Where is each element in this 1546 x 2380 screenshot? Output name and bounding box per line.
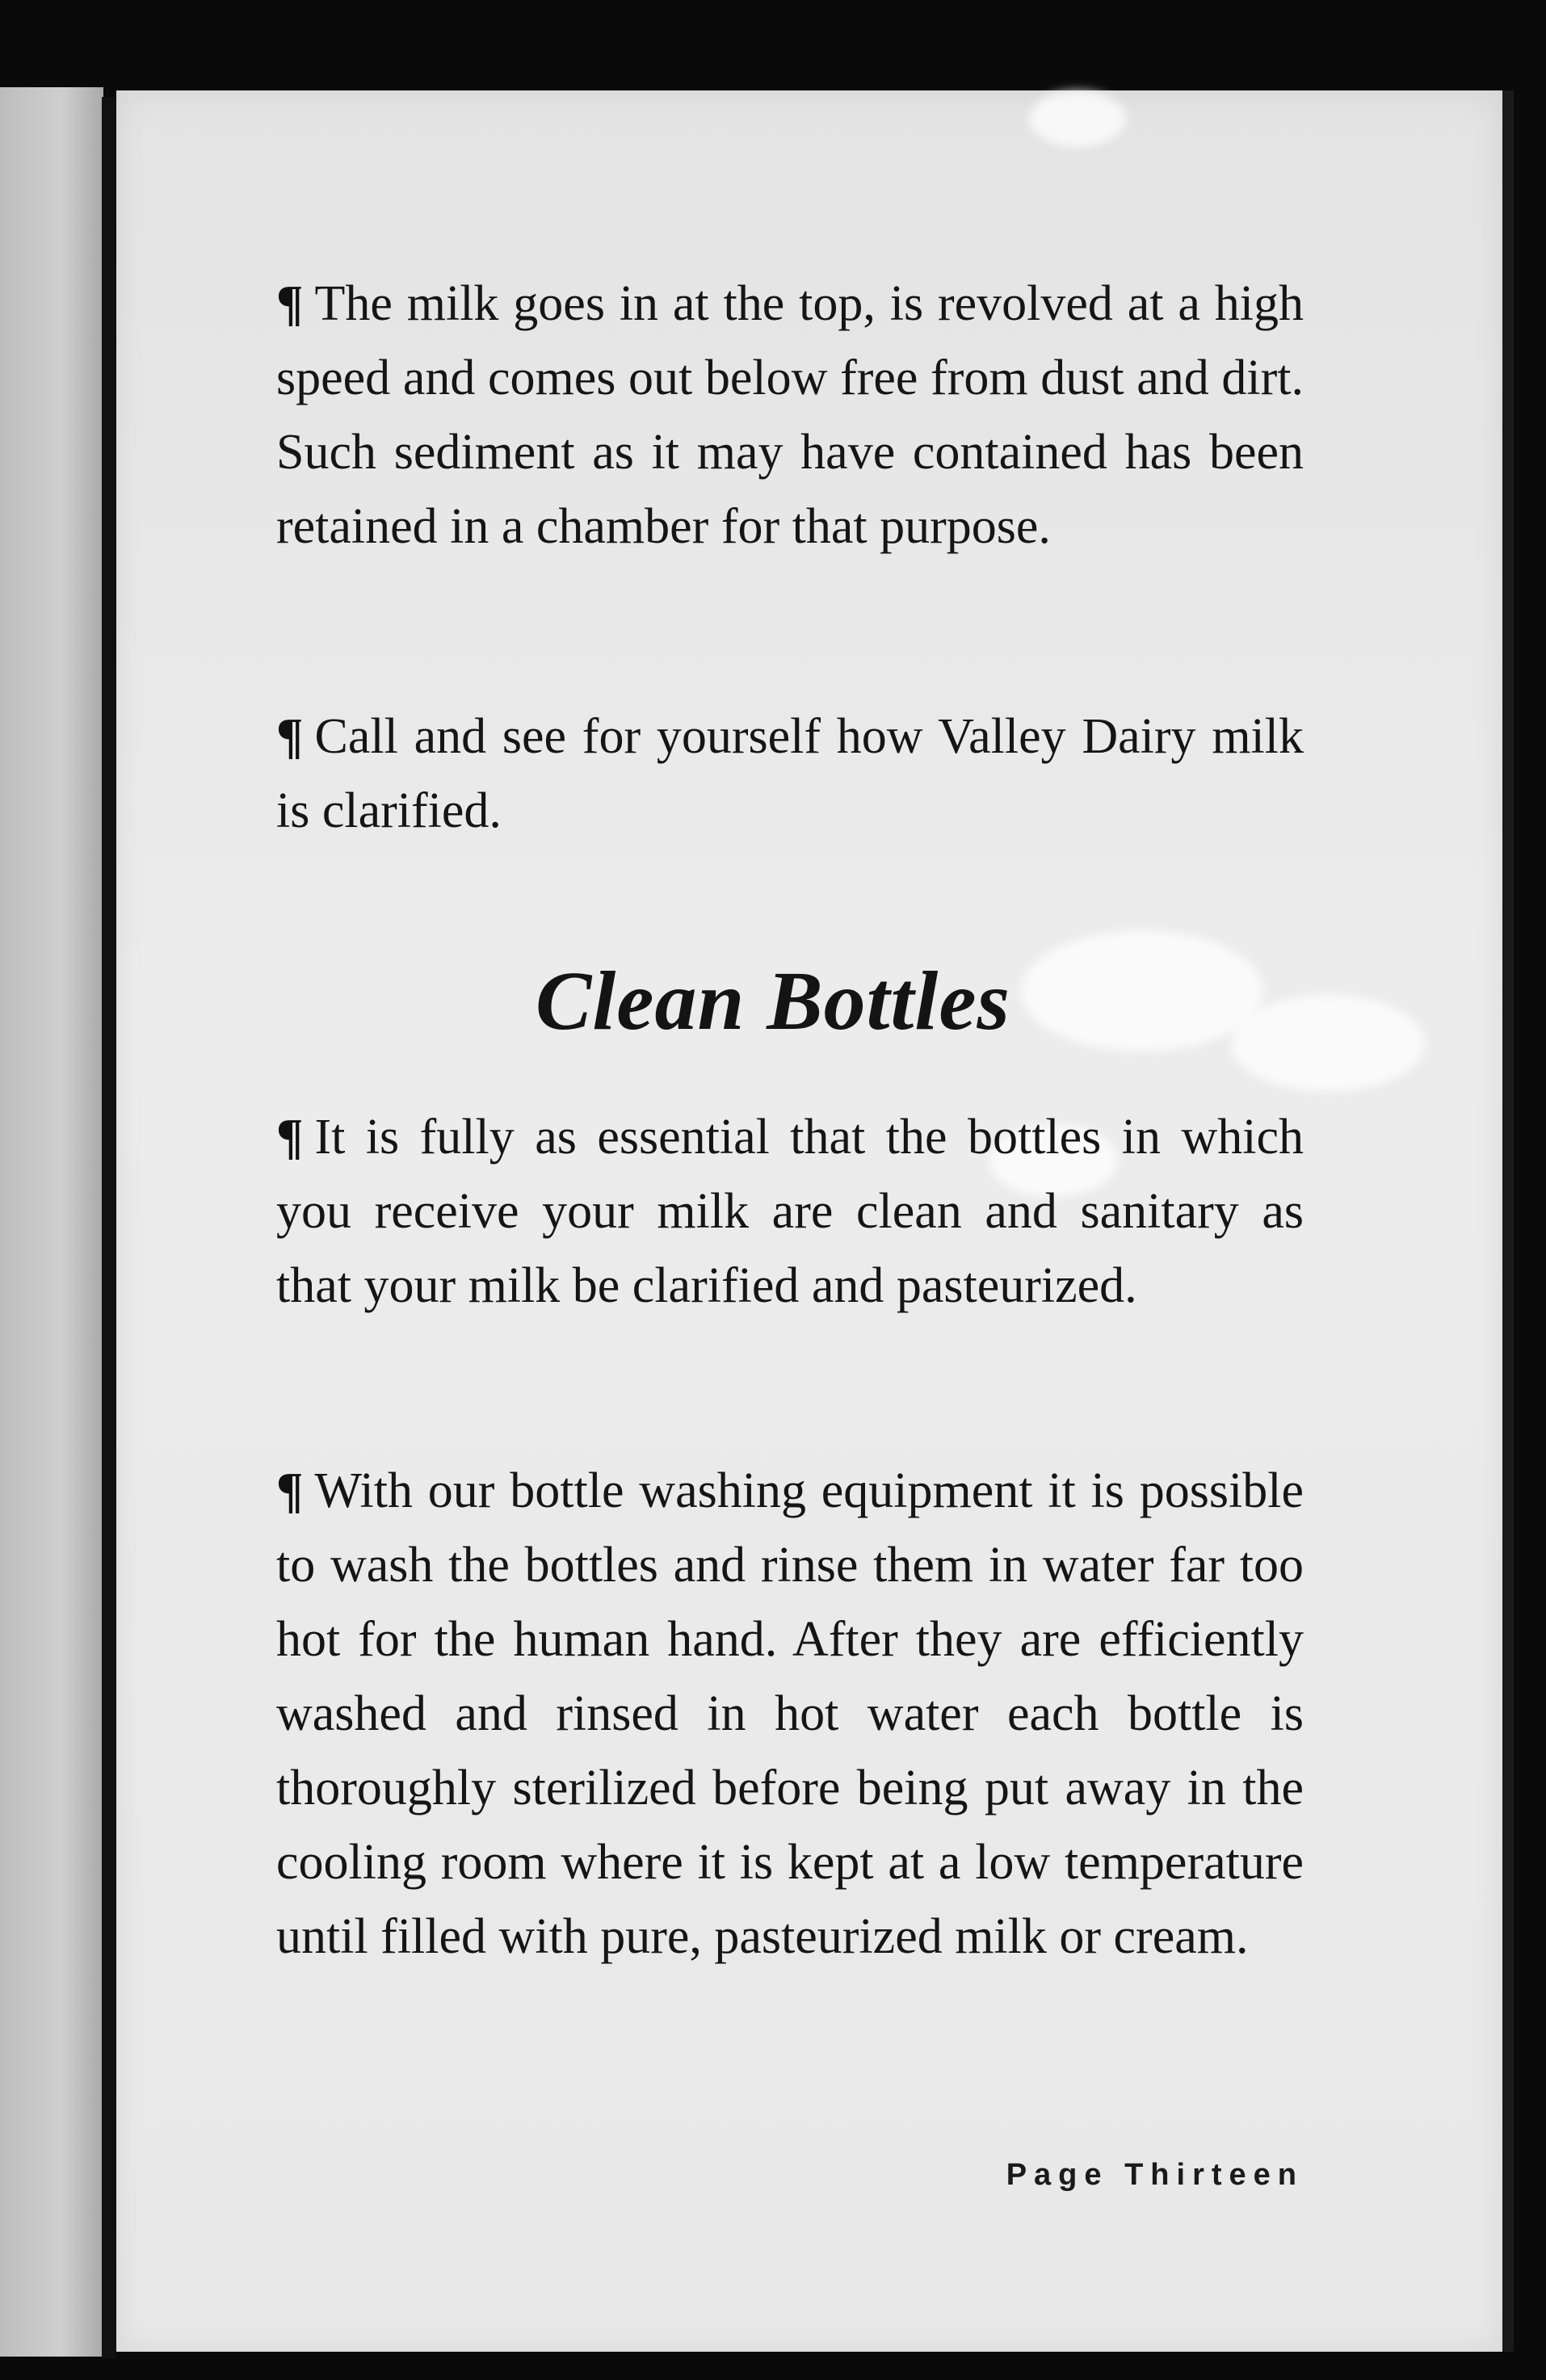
right-page-edge — [1502, 90, 1514, 2352]
paragraph-text: It is fully as essential that the bottles in which you receive your milk are clean and sanitary as that your milk be clarified and pasteurized. — [276, 1110, 1304, 1313]
paragraph-text: The milk goes in at the top, is revolved at a high speed and comes out below free from dust and dirt. Such sediment as it may have contained has been retained in a chamber for that purpose. — [276, 276, 1304, 554]
paragraph-bottles — [276, 1100, 1304, 1323]
paragraph-centrifuge — [276, 267, 1304, 564]
paragraph-mark-icon: ¶ — [276, 276, 304, 331]
paragraph-mark-icon: ¶ — [276, 1110, 304, 1165]
paragraph-visit — [276, 699, 1304, 848]
paper-blemish — [1029, 90, 1126, 147]
section-heading: Clean Bottles — [536, 955, 1010, 1047]
page-number: Page Thirteen — [1006, 2158, 1304, 2192]
book-spine — [102, 97, 116, 2358]
paragraph-washing — [276, 1454, 1304, 1974]
paragraph-text: With our bottle washing equipment it is possible to wash the bottles and rinse them in water far too hot for the human hand. After they are efficiently washed and rinsed in hot water each bottle is thoroughly sterilized before being put away in the cooling room where it is kept at a low temperature until filled with pure, pasteurized milk or cream. — [276, 1463, 1304, 1964]
paragraph-mark-icon: ¶ — [276, 1463, 304, 1518]
paragraph-text: Call and see for yourself how Valley Dairy milk is clarified. — [276, 709, 1304, 838]
left-page-edge — [0, 87, 103, 2357]
paragraph-mark-icon: ¶ — [276, 709, 304, 764]
